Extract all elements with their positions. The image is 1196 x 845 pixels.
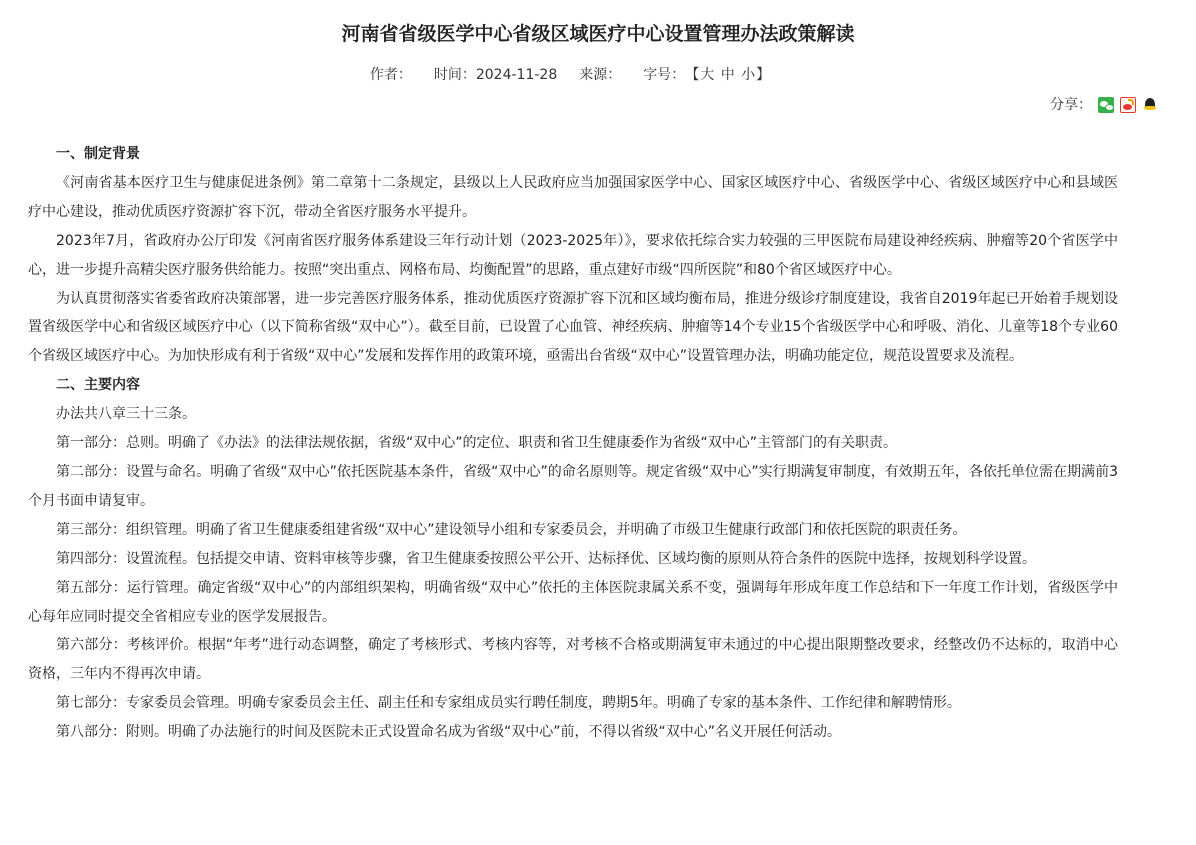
paragraph: 第四部分：设置流程。包括提交申请、资料审核等步骤，省卫生健康委按照公平公开、达标择优、区域均衡的原则从符合条件的医院中选择，按规划科学设置。 [56,550,1036,567]
paragraph: 办法共八章三十三条。 [56,406,196,423]
time-label: 时间： [433,67,476,83]
time-value: 2024-11-28 [475,67,558,83]
article-meta [0,64,1140,86]
weibo-icon[interactable] [1120,97,1136,113]
fontsize-small-link[interactable]: 小 [741,67,756,83]
author-label: 作者： [369,67,412,83]
paragraph: 第八部分：附则。明确了办法施行的时间及医院未正式设置命名成为省级“双中心”前，不得以省级“双中心”名义开展任何活动。 [56,724,842,741]
paragraph: 2023年7月，省政府办公厅印发《河南省医疗服务体系建设三年行动计划（2023-2025年）》，要求依托综合实力较强的三甲医院布局建设神经疾病、肿瘤等20个省医学中心，进一步提升高精尖医疗服务供给能力。按照“突出重点、网格布局、均衡配置”的思路，重点建好市级“四所医院”和80个省区域医疗中心。 [28,232,1118,278]
share-label: 分享： [1050,97,1092,113]
paragraph: 第三部分：组织管理。明确了省卫生健康委组建省级“双中心”建设领导小组和专家委员会，并明确了市级卫生健康行政部门和依托医院的职责任务。 [56,521,967,538]
source-label: 来源： [579,67,622,83]
qq-icon[interactable] [1142,97,1158,113]
paragraph: 《河南省基本医疗卫生与健康促进条例》第二章第十二条规定，县级以上人民政府应当加强国家医学中心、国家区域医疗中心、省级医学中心、省级区域医疗中心和县域医疗中心建设，推动优质医疗资源扩容下沉，带动全省医疗服务水平提升。 [28,174,1118,220]
paragraph: 第六部分：考核评价。根据“年考”进行动态调整，确定了考核形式、考核内容等，对考核不合格或期满复审未通过的中心提出限期整改要求，经整改仍不达标的，取消中心资格，三年内不得再次申请。 [28,637,1118,683]
paragraph: 第七部分：专家委员会管理。明确专家委员会主任、副主任和专家组成员实行聘任制度，聘期5年。明确了专家的基本条件、工作纪律和解聘情形。 [56,695,961,712]
article-body [28,140,1118,747]
wechat-icon[interactable] [1098,97,1114,113]
fontsize-label: 字号： [643,67,686,83]
section-heading: 一、制定背景 [56,146,140,162]
fontsize-bracket-open: 【 [685,67,700,83]
fontsize-bracket-close: 】 [756,67,771,83]
fontsize-medium-link[interactable]: 中 [720,67,735,83]
fontsize-large-link[interactable]: 大 [700,67,715,83]
paragraph: 第二部分：设置与命名。明确了省级“双中心”依托医院基本条件，省级“双中心”的命名原则等。规定省级“双中心”实行期满复审制度，有效期五年，各依托单位需在期满前3个月书面申请复审。 [28,463,1118,509]
section-heading: 二、主要内容 [56,377,140,394]
article-title: 河南省省级医学中心省级区域医疗中心设置管理办法政策解读 [341,23,855,45]
paragraph: 第一部分：总则。明确了《办法》的法律法规依据，省级“双中心”的定位、职责和省卫生健康委作为省级“双中心”主管部门的有关职责。 [56,435,898,452]
paragraph: 第五部分：运行管理。确定省级“双中心”的内部组织架构，明确省级“双中心”依托的主体医院隶属关系不变，强调每年形成年度工作总结和下一年度工作计划，省级医学中心每年应同时提交全省相应专业的医学发展报告。 [28,579,1118,625]
paragraph: 为认真贯彻落实省委省政府决策部署，进一步完善医疗服务体系，推动优质医疗资源扩容下沉和区域均衡布局，推进分级诊疗制度建设，我省自2019年起已开始着手规划设置省级医学中心和省级区域医疗中心（以下简称省级“双中心”）。截至目前，已设置了心血管、神经疾病、肿瘤等14个专业15个省级医学中心和呼吸、消化、儿童等18个专业60个省级区域医疗中心。为加快形成有利于省级“双中心”发展和发挥作用的政策环境，亟需出台省级“双中心”设置管理办法，明确功能定位，规范设置要求及流程。 [28,290,1118,365]
share-bar [1050,94,1158,116]
